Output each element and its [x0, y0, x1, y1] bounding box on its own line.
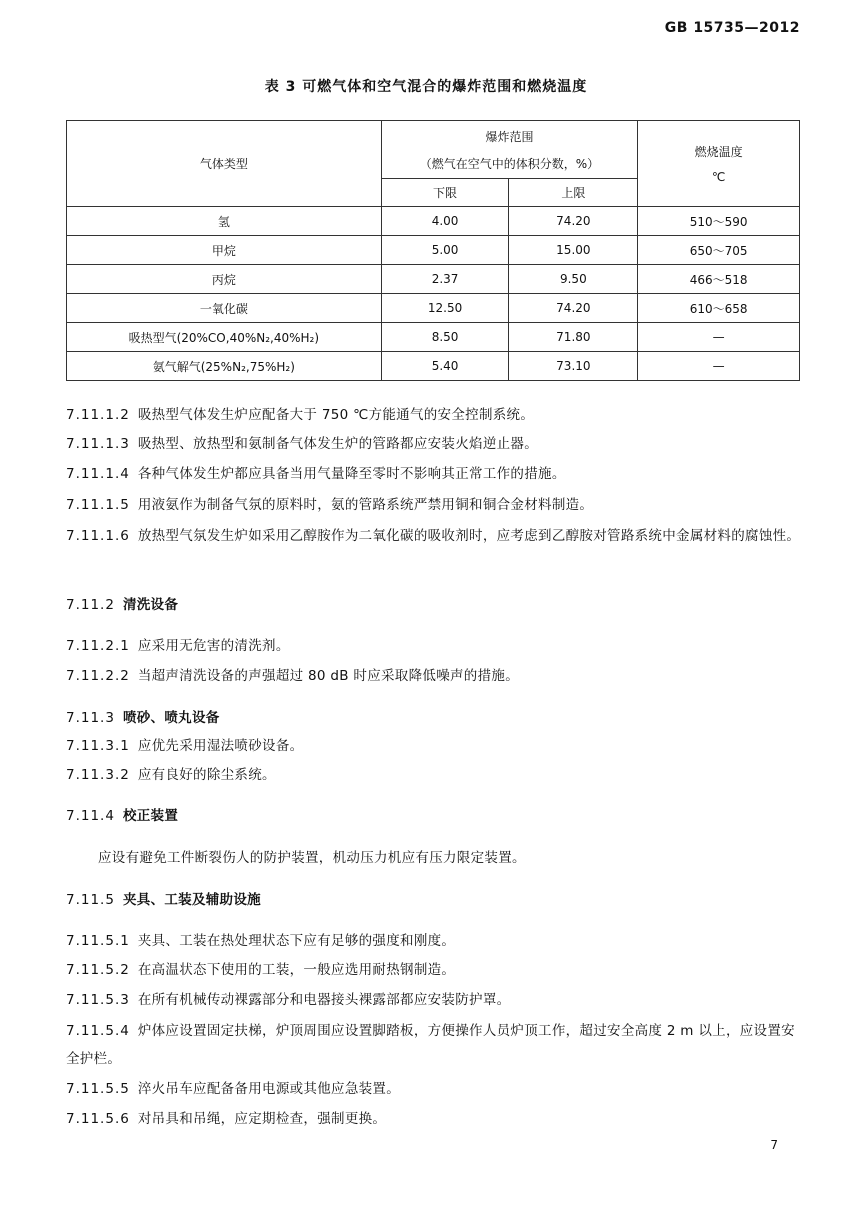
clause-number: 7.11.2.2 — [66, 668, 130, 684]
section-7-11-5 — [66, 885, 261, 915]
clause-text: 在所有机械传动裸露部分和电器接头裸露部都应安装防护罩。 — [137, 992, 511, 1008]
cell-temp: — — [638, 352, 800, 381]
header-temp-unit: ℃ — [711, 170, 726, 184]
table-title: 表 3 可燃气体和空气混合的爆炸范围和燃烧温度 — [264, 79, 588, 95]
clause-text: 在高温状态下使用的工装，一般应选用耐热钢制造。 — [137, 962, 456, 978]
cell-upper: 71.80 — [509, 323, 638, 352]
section-title: 清洗设备 — [122, 597, 179, 613]
clause-number: 7.11.5.4 — [66, 1023, 130, 1039]
clause-7-11-5-5 — [66, 1074, 400, 1104]
cell-gas: 甲烷 — [67, 236, 382, 265]
clause-7-11-5-6 — [66, 1104, 386, 1134]
header-gas-type: 气体类型 — [67, 121, 382, 207]
clause-text: 夹具、工装在热处理状态下应有足够的强度和刚度。 — [137, 933, 456, 949]
cell-lower: 8.50 — [381, 323, 509, 352]
table-row — [67, 207, 800, 236]
clause-text: 淬火吊车应配备备用电源或其他应急装置。 — [137, 1081, 401, 1097]
clause-7-11-5-1 — [66, 926, 455, 956]
clause-7-11-1-6 — [66, 522, 806, 550]
clause-number: 7.11.1.3 — [66, 436, 130, 452]
standard-code: GB 15735—2012 — [664, 20, 800, 36]
section-number: 7.11.2 — [66, 597, 115, 613]
cell-gas: 一氧化碳 — [67, 294, 382, 323]
gas-explosion-table — [66, 120, 800, 381]
clause-7-11-3-1 — [66, 731, 303, 761]
cell-gas: 丙烷 — [67, 265, 382, 294]
page-number: 7 — [770, 1138, 778, 1152]
header-temp-line1: 燃烧温度 — [694, 145, 743, 159]
clause-number: 7.11.1.5 — [66, 497, 130, 513]
section-7-11-4 — [66, 801, 178, 831]
section-number: 7.11.4 — [66, 808, 115, 824]
clause-7-11-3-2 — [66, 760, 276, 790]
clause-7-11-5-2 — [66, 955, 455, 985]
clause-number: 7.11.3.1 — [66, 738, 130, 754]
clause-7-11-4-body — [66, 843, 526, 873]
clause-7-11-2-1 — [66, 631, 290, 661]
header-lower: 下限 — [381, 179, 509, 207]
cell-gas: 氨气解气(25%N₂,75%H₂) — [67, 352, 382, 381]
section-title: 校正装置 — [122, 808, 179, 824]
clause-7-11-1-3 — [66, 429, 538, 459]
table-row — [67, 265, 800, 294]
cell-upper: 73.10 — [509, 352, 638, 381]
table-row — [67, 236, 800, 265]
clause-text: 应有良好的除尘系统。 — [137, 767, 276, 783]
clause-text: 应设有避免工件断裂伤人的防护装置，机动压力机应有压力限定装置。 — [98, 850, 526, 866]
cell-upper: 15.00 — [509, 236, 638, 265]
clause-number: 7.11.5.5 — [66, 1081, 130, 1097]
clause-text: 当超声清洗设备的声强超过 80 dB 时应采取降低噪声的措施。 — [137, 668, 520, 684]
cell-temp: 610～658 — [638, 294, 800, 323]
table-row — [67, 323, 800, 352]
clause-text: 应优先采用湿法喷砂设备。 — [137, 738, 304, 754]
cell-lower: 2.37 — [381, 265, 509, 294]
header-upper: 上限 — [509, 179, 638, 207]
header-burn-temp — [638, 121, 800, 207]
clause-text: 吸热型气体发生炉应配备大于 750 ℃方能通气的安全控制系统。 — [137, 407, 535, 423]
cell-lower: 5.40 — [381, 352, 509, 381]
clause-7-11-1-4 — [66, 459, 566, 489]
clause-number: 7.11.5.2 — [66, 962, 130, 978]
table-row — [67, 352, 800, 381]
table-row — [67, 294, 800, 323]
cell-lower: 12.50 — [381, 294, 509, 323]
cell-temp: — — [638, 323, 800, 352]
cell-upper: 9.50 — [509, 265, 638, 294]
cell-upper: 74.20 — [509, 294, 638, 323]
clause-7-11-5-3 — [66, 985, 510, 1015]
cell-lower: 4.00 — [381, 207, 509, 236]
clause-number: 7.11.5.6 — [66, 1111, 130, 1127]
clause-text: 各种气体发生炉都应具备当用气量降至零时不影响其正常工作的措施。 — [137, 466, 566, 482]
clause-text: 对吊具和吊绳，应定期检查，强制更换。 — [137, 1111, 387, 1127]
clause-7-11-5-4 — [66, 1017, 806, 1073]
clause-number: 7.11.1.2 — [66, 407, 130, 423]
cell-gas: 吸热型气(20%CO,40%N₂,40%H₂) — [67, 323, 382, 352]
clause-7-11-1-2 — [66, 400, 534, 430]
section-7-11-2 — [66, 590, 178, 620]
clause-text: 用液氨作为制备气氛的原料时，氨的管路系统严禁用铜和铜合金材料制造。 — [137, 497, 594, 513]
section-title: 夹具、工装及辅助设施 — [122, 892, 261, 908]
clause-number: 7.11.1.4 — [66, 466, 130, 482]
header-range-line2: （燃气在空气中的体积分数，%） — [419, 156, 600, 171]
clause-number: 7.11.1.6 — [66, 528, 130, 544]
clause-text: 吸热型、放热型和氨制备气体发生炉的管路都应安装火焰逆止器。 — [137, 436, 539, 452]
clause-number: 7.11.5.3 — [66, 992, 130, 1008]
cell-lower: 5.00 — [381, 236, 509, 265]
header-range-line1: 爆炸范围 — [485, 129, 534, 144]
clause-7-11-1-5 — [66, 490, 593, 520]
clause-number: 7.11.3.2 — [66, 767, 130, 783]
clause-text: 放热型气氛发生炉如采用乙醇胺作为二氧化碳的吸收剂时，应考虑到乙醇胺对管路系统中金属材料的腐蚀性。 — [137, 528, 801, 544]
clause-text: 炉体应设置固定扶梯，炉顶周围应设置脚踏板，方便操作人员炉顶工作，超过安全高度 2 m 以上，应设置安全护栏。 — [66, 1023, 795, 1067]
cell-temp: 466～518 — [638, 265, 800, 294]
cell-temp: 510～590 — [638, 207, 800, 236]
cell-upper: 74.20 — [509, 207, 638, 236]
header-explosion-range — [381, 121, 638, 179]
clause-text: 应采用无危害的清洗剂。 — [137, 638, 290, 654]
section-7-11-3 — [66, 703, 220, 733]
clause-7-11-2-2 — [66, 661, 519, 691]
section-title: 喷砂、喷丸设备 — [122, 710, 220, 726]
section-number: 7.11.5 — [66, 892, 115, 908]
cell-gas: 氢 — [67, 207, 382, 236]
section-number: 7.11.3 — [66, 710, 115, 726]
clause-number: 7.11.5.1 — [66, 933, 130, 949]
clause-number: 7.11.2.1 — [66, 638, 130, 654]
cell-temp: 650～705 — [638, 236, 800, 265]
